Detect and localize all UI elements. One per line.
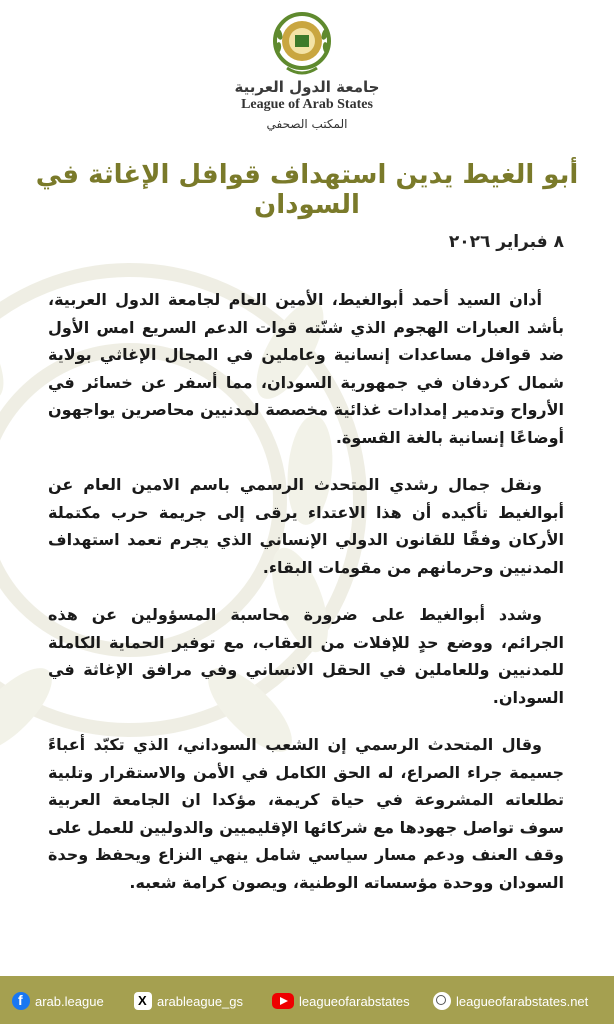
youtube-icon [272,993,294,1009]
paragraph: وقال المتحدث الرسمي إن الشعب السوداني، الذي تكبّد أعباءً جسيمة جراء الصراع، له الحق الكامل في الأمن والاستقرار وتلبية تطلعاته المشروعة في حياة كريمة، مؤكدا ان الجامعة العربية سوف تواصل جهودها مع شركائها الإقليميين والدوليين للعمل على وقف العنف ودعم مسار سياسي شامل ينهي النزاع ويحفظ وحدة السودان ووحدة مؤسساته الوطنية، ويصون كرامة شعبه. [48,735,564,892]
paragraph: وشدد أبوالغيط على ضرورة محاسبة المسؤولين عن هذه الجرائم، ووضع حدٍ للإفلات من العقاب، مع توفير الحماية الكاملة للمدنيين وللعاملين في الحقل الانساني وفي مرافق الإغاثة في السودان. [48,605,564,707]
x-handle: arableague_gs [157,993,244,1009]
website-url: leagueofarabstates.net [456,993,589,1009]
globe-icon [433,992,451,1010]
youtube-handle: leagueofarabstates [299,993,410,1009]
article-body [48,286,564,916]
facebook-handle: arab.league [35,993,104,1009]
website-link[interactable] [433,990,588,1012]
facebook-link[interactable] [12,990,104,1012]
org-name-english: League of Arab States [241,97,373,112]
org-name-arabic: جامعة الدول العربية [234,78,380,96]
press-office-label: المكتب الصحفي [266,117,348,131]
youtube-link[interactable] [272,990,410,1012]
release-date: ٨ فبراير ٢٠٢٦ [448,232,564,252]
headline: أبو الغيط يدين استهداف قوافل الإغاثة في السودان [35,160,579,220]
x-icon [134,992,152,1010]
facebook-icon [12,992,30,1010]
arab-league-logo [273,12,331,78]
paragraph: أدان السيد أحمد أبوالغيط، الأمين العام لجامعة الدول العربية، بأشد العبارات الهجوم الذي شنّته قوات الدعم السريع امس الأول ضد قوافل مساعدات إنسانية وعاملين في المجال الإغاثي بولاية شمال كردفان في جمهورية السودان، مما أسفر عن خسائر في الأرواح وتدمير إمدادات غذائية مخصصة لمدنيين محاصرين يواجهون أوضاعًا إنسانية بالغة القسوة. [48,290,564,447]
x-link[interactable] [134,990,243,1012]
paragraph: ونقل جمال رشدي المتحدث الرسمي باسم الامين العام عن أبوالغيط تأكيده أن هذا الاعتداء يرقى إلى جريمة حرب مكتملة الأركان وفقًا للقانون الدولي الإنساني الذي يجرم تعمد استهداف المدنيين وحرمانهم من مقومات البقاء. [48,475,564,577]
social-footer [0,976,614,1024]
